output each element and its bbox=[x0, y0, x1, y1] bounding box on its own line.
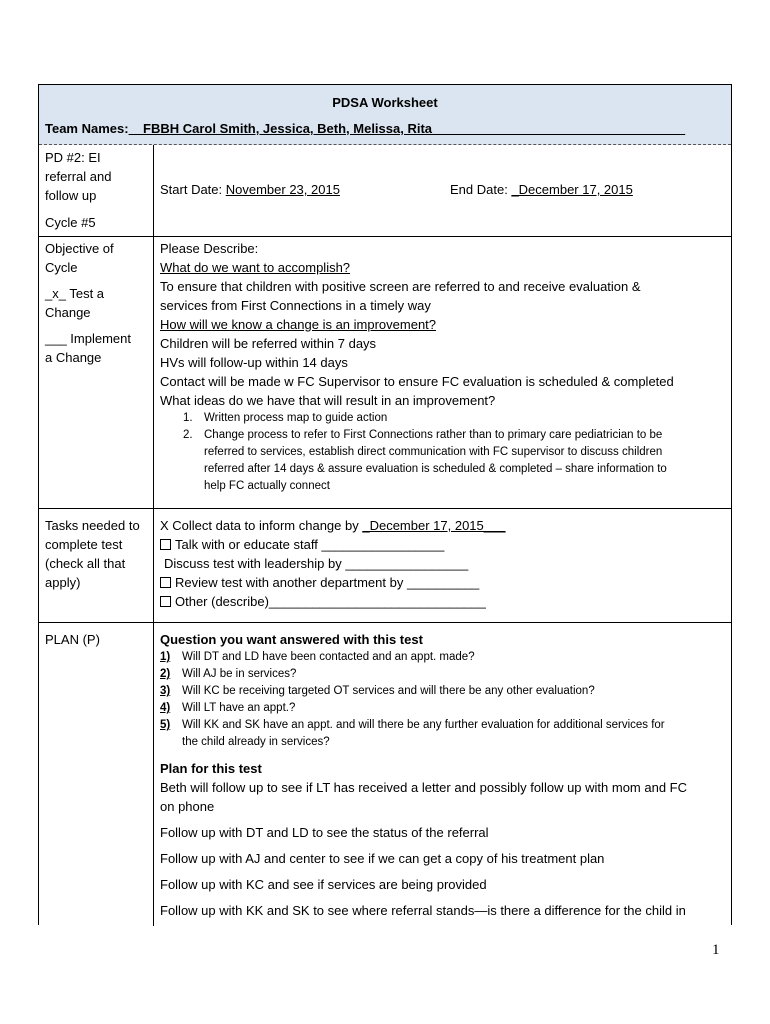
list-number: 3) bbox=[160, 685, 171, 697]
tasks-label: apply) bbox=[45, 575, 81, 590]
tasks-list bbox=[160, 516, 730, 611]
list-item bbox=[160, 427, 730, 495]
implement-change-option: ___ Implement bbox=[45, 331, 131, 346]
list-text: the child already in services? bbox=[182, 736, 330, 748]
row-divider bbox=[39, 236, 731, 237]
end-date-label: End Date: bbox=[450, 182, 512, 197]
list-text: Will KK and SK have an appt. and will there be any further evaluation for additional services for bbox=[182, 719, 665, 731]
checkbox-icon[interactable] bbox=[160, 596, 171, 607]
team-names-value: __FBBH Carol Smith, Jessica, Beth, Melissa, Rita___________________________________ bbox=[128, 121, 686, 136]
objective-label: Cycle bbox=[45, 260, 78, 275]
end-date-value: _December 17, 2015 bbox=[511, 182, 633, 197]
list-text: referred after 14 days & assure evaluation is scheduled & completed – share information to bbox=[204, 463, 667, 475]
plan-item: Follow up with AJ and center to see if we can get a copy of his treatment plan bbox=[160, 851, 605, 866]
end-date bbox=[450, 180, 633, 199]
list-text: Will LT have an appt.? bbox=[182, 702, 296, 714]
row-divider bbox=[39, 508, 731, 509]
start-date-label: Start Date: bbox=[160, 182, 226, 197]
list-text: Will KC be receiving targeted OT services and will there be any other evaluation? bbox=[182, 685, 595, 697]
plan-content bbox=[160, 630, 730, 920]
ideas-list bbox=[160, 410, 730, 495]
list-number: 1. bbox=[183, 412, 193, 424]
list-item bbox=[160, 649, 730, 666]
list-item bbox=[160, 683, 730, 700]
plan-item: on phone bbox=[160, 799, 215, 814]
start-date bbox=[160, 180, 730, 199]
accomplish-question: What do we want to accomplish? bbox=[160, 260, 351, 275]
please-describe: Please Describe: bbox=[160, 241, 259, 256]
list-text: Will AJ be in services? bbox=[182, 668, 297, 680]
collect-data-text: X Collect data to inform change by bbox=[160, 518, 363, 533]
list-item bbox=[160, 410, 730, 427]
implement-change-option: a Change bbox=[45, 350, 102, 365]
pdsa-worksheet-table bbox=[38, 84, 732, 925]
discuss-leadership-task: Discuss test with leadership by _________________ bbox=[164, 556, 469, 571]
team-names bbox=[45, 121, 685, 136]
accomplish-answer: To ensure that children with positive screen are referred to and receive evaluation & bbox=[160, 279, 641, 294]
start-date-value: November 23, 2015 bbox=[225, 182, 340, 197]
plan-item: Follow up with DT and LD to see the status of the referral bbox=[160, 825, 489, 840]
list-number: 4) bbox=[160, 702, 171, 714]
team-names-label: Team Names: bbox=[45, 121, 129, 136]
row-divider bbox=[39, 622, 731, 623]
pd-line: PD #2: EI bbox=[45, 150, 101, 165]
list-number: 5) bbox=[160, 719, 171, 731]
list-text: Change process to refer to First Connections rather than to primary care pediatrician to be bbox=[204, 429, 663, 441]
tasks-label: (check all that bbox=[45, 556, 126, 571]
checkbox-icon[interactable] bbox=[160, 539, 171, 550]
improvement-answer: HVs will follow-up within 14 days bbox=[160, 355, 348, 370]
list-item bbox=[160, 717, 730, 751]
plan-item: Beth will follow up to see if LT has received a letter and possibly follow up with mom and FC bbox=[160, 780, 687, 795]
pd-line: referral and bbox=[45, 169, 112, 184]
checkbox-icon[interactable] bbox=[160, 577, 171, 588]
list-text: help FC actually connect bbox=[204, 480, 330, 492]
other-text: Other (describe)______________________________ bbox=[175, 594, 486, 609]
list-item bbox=[160, 700, 730, 717]
list-number: 2. bbox=[183, 429, 193, 441]
list-number: 2) bbox=[160, 668, 171, 680]
tasks-label: Tasks needed to bbox=[45, 518, 140, 533]
worksheet-header bbox=[39, 85, 731, 145]
cycle-number: Cycle #5 bbox=[45, 215, 96, 230]
page-number: 1 bbox=[712, 942, 720, 958]
objective-description bbox=[160, 239, 730, 495]
accomplish-answer: services from First Connections in a timely way bbox=[160, 298, 431, 313]
question-heading: Question you want answered with this test bbox=[160, 632, 423, 647]
plan-label: PLAN (P) bbox=[45, 632, 100, 647]
improvement-answer: Contact will be made w FC Supervisor to ensure FC evaluation is scheduled & completed bbox=[160, 374, 674, 389]
plan-item: Follow up with KC and see if services are being provided bbox=[160, 877, 487, 892]
pd-cell bbox=[45, 148, 149, 232]
plan-cell bbox=[45, 630, 149, 649]
collect-data-date: _December 17, 2015___ bbox=[362, 518, 506, 533]
improvement-question: How will we know a change is an improvement? bbox=[160, 317, 437, 332]
objective-label: Objective of bbox=[45, 241, 114, 256]
list-text: Written process map to guide action bbox=[204, 412, 388, 424]
review-department-text: Review test with another department by __________ bbox=[175, 575, 480, 590]
talk-staff-task bbox=[160, 535, 730, 554]
ideas-question: What ideas do we have that will result in an improvement? bbox=[160, 393, 496, 408]
pd-line: follow up bbox=[45, 188, 97, 203]
plan-heading: Plan for this test bbox=[160, 761, 262, 776]
tasks-cell bbox=[45, 516, 149, 592]
test-change-option: Change bbox=[45, 305, 91, 320]
list-number: 1) bbox=[160, 651, 171, 663]
dates-cell bbox=[160, 180, 730, 199]
other-task bbox=[160, 592, 730, 611]
questions-list bbox=[160, 649, 730, 751]
objective-cell bbox=[45, 239, 149, 367]
list-text: Will DT and LD have been contacted and an appt. made? bbox=[182, 651, 475, 663]
talk-staff-text: Talk with or educate staff _________________ bbox=[175, 537, 445, 552]
list-text: referred to services, establish direct communication with FC supervisor to discuss children bbox=[204, 446, 663, 458]
list-item bbox=[160, 666, 730, 683]
improvement-answer: Children will be referred within 7 days bbox=[160, 336, 377, 351]
test-change-option: _x_ Test a bbox=[45, 286, 105, 301]
plan-item: Follow up with KK and SK to see where referral stands—is there a difference for the child in bbox=[160, 903, 686, 918]
collect-data-task bbox=[160, 516, 730, 535]
tasks-label: complete test bbox=[45, 537, 123, 552]
column-divider bbox=[153, 145, 154, 926]
worksheet-title: PDSA Worksheet bbox=[332, 95, 438, 110]
review-department-task bbox=[160, 573, 730, 592]
